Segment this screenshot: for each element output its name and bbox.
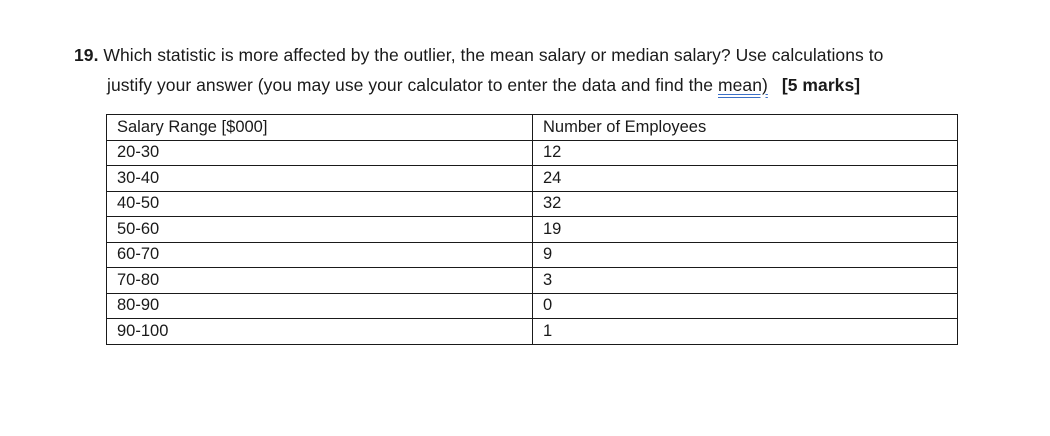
employee-count-cell: 1 — [533, 319, 958, 345]
salary-range-cell: 50-60 — [107, 217, 533, 243]
salary-range-cell: 60-70 — [107, 242, 533, 268]
employee-count-cell: 32 — [533, 191, 958, 217]
salary-range-cell: 40-50 — [107, 191, 533, 217]
salary-range-cell: 20-30 — [107, 140, 533, 166]
table-row — [107, 140, 958, 166]
question-text-line-1: Which statistic is more affected by the outlier, the mean salary or median salary? Use calculations to — [103, 45, 884, 65]
table-row — [107, 268, 958, 294]
question-line-2 — [74, 70, 974, 100]
salary-range-cell: 80-90 — [107, 293, 533, 319]
employee-count-cell: 12 — [533, 140, 958, 166]
question-19 — [74, 40, 974, 100]
question-line-1 — [74, 40, 974, 70]
question-number: 19. — [74, 45, 99, 65]
salary-table — [106, 114, 958, 345]
employee-count-cell: 0 — [533, 293, 958, 319]
table-row — [107, 191, 958, 217]
question-text-line-2: justify your answer (you may use your calculator to enter the data and find the — [107, 75, 718, 95]
underlined-word: mean) — [718, 75, 768, 95]
table-row — [107, 242, 958, 268]
salary-range-cell: 90-100 — [107, 319, 533, 345]
employee-count-cell: 24 — [533, 166, 958, 192]
employee-count-cell: 3 — [533, 268, 958, 294]
table-header-row — [107, 115, 958, 141]
salary-range-cell: 30-40 — [107, 166, 533, 192]
table-row — [107, 319, 958, 345]
employee-count-cell: 9 — [533, 242, 958, 268]
column-header-salary-range: Salary Range [$000] — [107, 115, 533, 141]
table-row — [107, 166, 958, 192]
column-header-number-of-employees: Number of Employees — [533, 115, 958, 141]
employee-count-cell: 19 — [533, 217, 958, 243]
table-row — [107, 293, 958, 319]
marks-label: [5 marks] — [781, 75, 861, 95]
table-row — [107, 217, 958, 243]
salary-range-cell: 70-80 — [107, 268, 533, 294]
